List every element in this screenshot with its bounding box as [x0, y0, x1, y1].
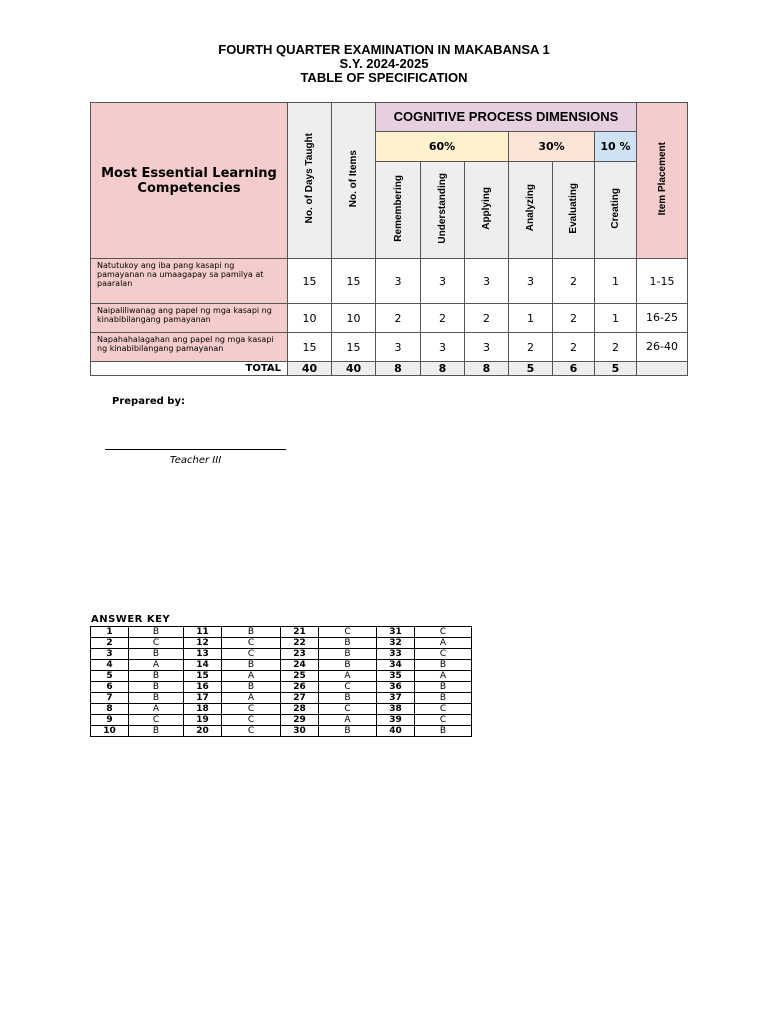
item-number: 40 [377, 726, 415, 737]
item-number: 20 [184, 726, 222, 737]
item-number: 31 [377, 627, 415, 638]
item-number: 12 [184, 638, 222, 649]
items-cell: 15 [332, 259, 376, 304]
answer-key-table [90, 626, 472, 737]
days-cell: 15 [288, 333, 332, 362]
item-answer: A [222, 693, 281, 704]
item-answer: A [319, 715, 377, 726]
pct-30-header: 30% [509, 132, 595, 162]
level-header: Evaluating [568, 182, 579, 234]
total-evaluating: 6 [553, 362, 595, 376]
competency-cell: Natutukoy ang iba pang kasapi ng pamayanan na umaagapay sa pamilya at paaralan [91, 259, 288, 304]
prepared-by-label: Prepared by: [112, 396, 185, 407]
understanding-cell: 2 [421, 304, 465, 333]
mel-header: Most Essential Learning Competencies [91, 103, 288, 259]
items-cell: 10 [332, 304, 376, 333]
total-placement [637, 362, 688, 376]
item-number: 8 [91, 704, 129, 715]
item-number: 19 [184, 715, 222, 726]
item-number: 21 [281, 627, 319, 638]
item-answer: B [222, 660, 281, 671]
level-header: Creating [610, 187, 621, 229]
total-days: 40 [288, 362, 332, 376]
item-answer: B [415, 660, 472, 671]
item-number: 36 [377, 682, 415, 693]
item-number: 17 [184, 693, 222, 704]
item-answer: B [222, 627, 281, 638]
remembering-cell: 2 [376, 304, 421, 333]
level-header: Remembering [392, 174, 404, 242]
item-answer: B [415, 726, 472, 737]
item-answer: A [222, 671, 281, 682]
item-answer: B [129, 649, 184, 660]
item-answer: C [415, 715, 472, 726]
item-placement-header: Item Placement [656, 141, 668, 216]
item-number: 4 [91, 660, 129, 671]
item-answer: B [129, 693, 184, 704]
total-remembering: 8 [376, 362, 421, 376]
item-answer: C [415, 627, 472, 638]
no-of-items-header: No. of Items [348, 149, 359, 208]
answer-key-row [91, 682, 472, 693]
answer-key-row [91, 638, 472, 649]
item-answer: B [319, 693, 377, 704]
answer-key-row [91, 715, 472, 726]
item-number: 34 [377, 660, 415, 671]
item-answer: B [415, 682, 472, 693]
table-row [91, 259, 688, 304]
item-number: 23 [281, 649, 319, 660]
days-cell: 10 [288, 304, 332, 333]
item-answer: B [129, 671, 184, 682]
item-number: 25 [281, 671, 319, 682]
item-answer: A [129, 660, 184, 671]
placement-cell: 1-15 [637, 259, 688, 304]
item-number: 26 [281, 682, 319, 693]
competency-cell: Napahahalagahan ang papel ng mga kasapi ng kinabibilangang pamayanan [91, 333, 288, 362]
creating-cell: 1 [595, 259, 637, 304]
applying-cell: 2 [465, 304, 509, 333]
placement-cell: 26-40 [637, 333, 688, 362]
item-number: 15 [184, 671, 222, 682]
pct-60-header: 60% [376, 132, 509, 162]
applying-cell: 3 [465, 259, 509, 304]
item-answer: B [319, 660, 377, 671]
item-number: 38 [377, 704, 415, 715]
total-analyzing: 5 [509, 362, 553, 376]
item-number: 14 [184, 660, 222, 671]
answer-key-row [91, 704, 472, 715]
level-header: Analyzing [525, 184, 536, 232]
item-answer: B [222, 682, 281, 693]
item-number: 16 [184, 682, 222, 693]
item-answer: C [319, 704, 377, 715]
item-answer: B [129, 627, 184, 638]
item-number: 11 [184, 627, 222, 638]
answer-key-row [91, 693, 472, 704]
item-answer: C [415, 704, 472, 715]
days-cell: 15 [288, 259, 332, 304]
creating-cell: 1 [595, 304, 637, 333]
item-number: 29 [281, 715, 319, 726]
item-number: 35 [377, 671, 415, 682]
item-number: 24 [281, 660, 319, 671]
item-number: 32 [377, 638, 415, 649]
total-label: TOTAL [91, 362, 288, 376]
creating-cell: 2 [595, 333, 637, 362]
item-number: 1 [91, 627, 129, 638]
item-number: 37 [377, 693, 415, 704]
item-number: 30 [281, 726, 319, 737]
table-of-specification [90, 102, 688, 376]
item-answer: A [129, 704, 184, 715]
item-answer: B [129, 726, 184, 737]
remembering-cell: 3 [376, 333, 421, 362]
item-answer: C [319, 682, 377, 693]
item-number: 27 [281, 693, 319, 704]
remembering-cell: 3 [376, 259, 421, 304]
item-answer: C [222, 726, 281, 737]
table-row [91, 304, 688, 333]
items-cell: 15 [332, 333, 376, 362]
answer-key-title: ANSWER KEY [91, 614, 171, 625]
item-number: 9 [91, 715, 129, 726]
item-number: 22 [281, 638, 319, 649]
item-answer: C [129, 715, 184, 726]
signature-line [105, 449, 286, 450]
item-answer: C [415, 649, 472, 660]
item-answer: A [319, 671, 377, 682]
answer-key-row [91, 660, 472, 671]
answer-key-row [91, 649, 472, 660]
evaluating-cell: 2 [553, 333, 595, 362]
item-answer: C [222, 649, 281, 660]
placement-cell: 16-25 [637, 304, 688, 333]
analyzing-cell: 3 [509, 259, 553, 304]
item-number: 7 [91, 693, 129, 704]
item-answer: A [415, 638, 472, 649]
table-row [91, 333, 688, 362]
understanding-cell: 3 [421, 259, 465, 304]
school-year: S.Y. 2024-2025 [339, 56, 429, 71]
cognitive-header: COGNITIVE PROCESS DIMENSIONS [376, 103, 637, 132]
item-answer: C [222, 704, 281, 715]
answer-key-row [91, 627, 472, 638]
analyzing-cell: 1 [509, 304, 553, 333]
item-answer: C [222, 638, 281, 649]
item-answer: B [415, 693, 472, 704]
item-number: 28 [281, 704, 319, 715]
total-understanding: 8 [421, 362, 465, 376]
item-answer: C [222, 715, 281, 726]
item-number: 2 [91, 638, 129, 649]
analyzing-cell: 2 [509, 333, 553, 362]
total-row [91, 362, 688, 376]
understanding-cell: 3 [421, 333, 465, 362]
applying-cell: 3 [465, 333, 509, 362]
answer-key-row [91, 671, 472, 682]
item-answer: B [319, 649, 377, 660]
item-answer: B [319, 638, 377, 649]
evaluating-cell: 2 [553, 259, 595, 304]
evaluating-cell: 2 [553, 304, 595, 333]
item-number: 13 [184, 649, 222, 660]
item-number: 39 [377, 715, 415, 726]
item-number: 3 [91, 649, 129, 660]
days-taught-header: No. of Days Taught [304, 133, 315, 224]
answer-key-row [91, 726, 472, 737]
item-number: 10 [91, 726, 129, 737]
item-answer: A [415, 671, 472, 682]
item-answer: C [319, 627, 377, 638]
level-header: Applying [481, 186, 492, 230]
level-header: Understanding [437, 172, 448, 244]
item-number: 18 [184, 704, 222, 715]
total-creating: 5 [595, 362, 637, 376]
exam-title: FOURTH QUARTER EXAMINATION IN MAKABANSA 1 [218, 42, 550, 57]
item-answer: C [129, 638, 184, 649]
item-number: 33 [377, 649, 415, 660]
total-applying: 8 [465, 362, 509, 376]
item-answer: B [129, 682, 184, 693]
competency-cell: Naipaliliwanag ang papel ng mga kasapi ng kinabibilangang pamayanan [91, 304, 288, 333]
pct-10-header: 10 % [595, 132, 637, 162]
teacher-role: Teacher III [169, 455, 222, 466]
item-number: 5 [91, 671, 129, 682]
document-title: TABLE OF SPECIFICATION [300, 70, 468, 85]
item-answer: B [319, 726, 377, 737]
total-items: 40 [332, 362, 376, 376]
item-number: 6 [91, 682, 129, 693]
